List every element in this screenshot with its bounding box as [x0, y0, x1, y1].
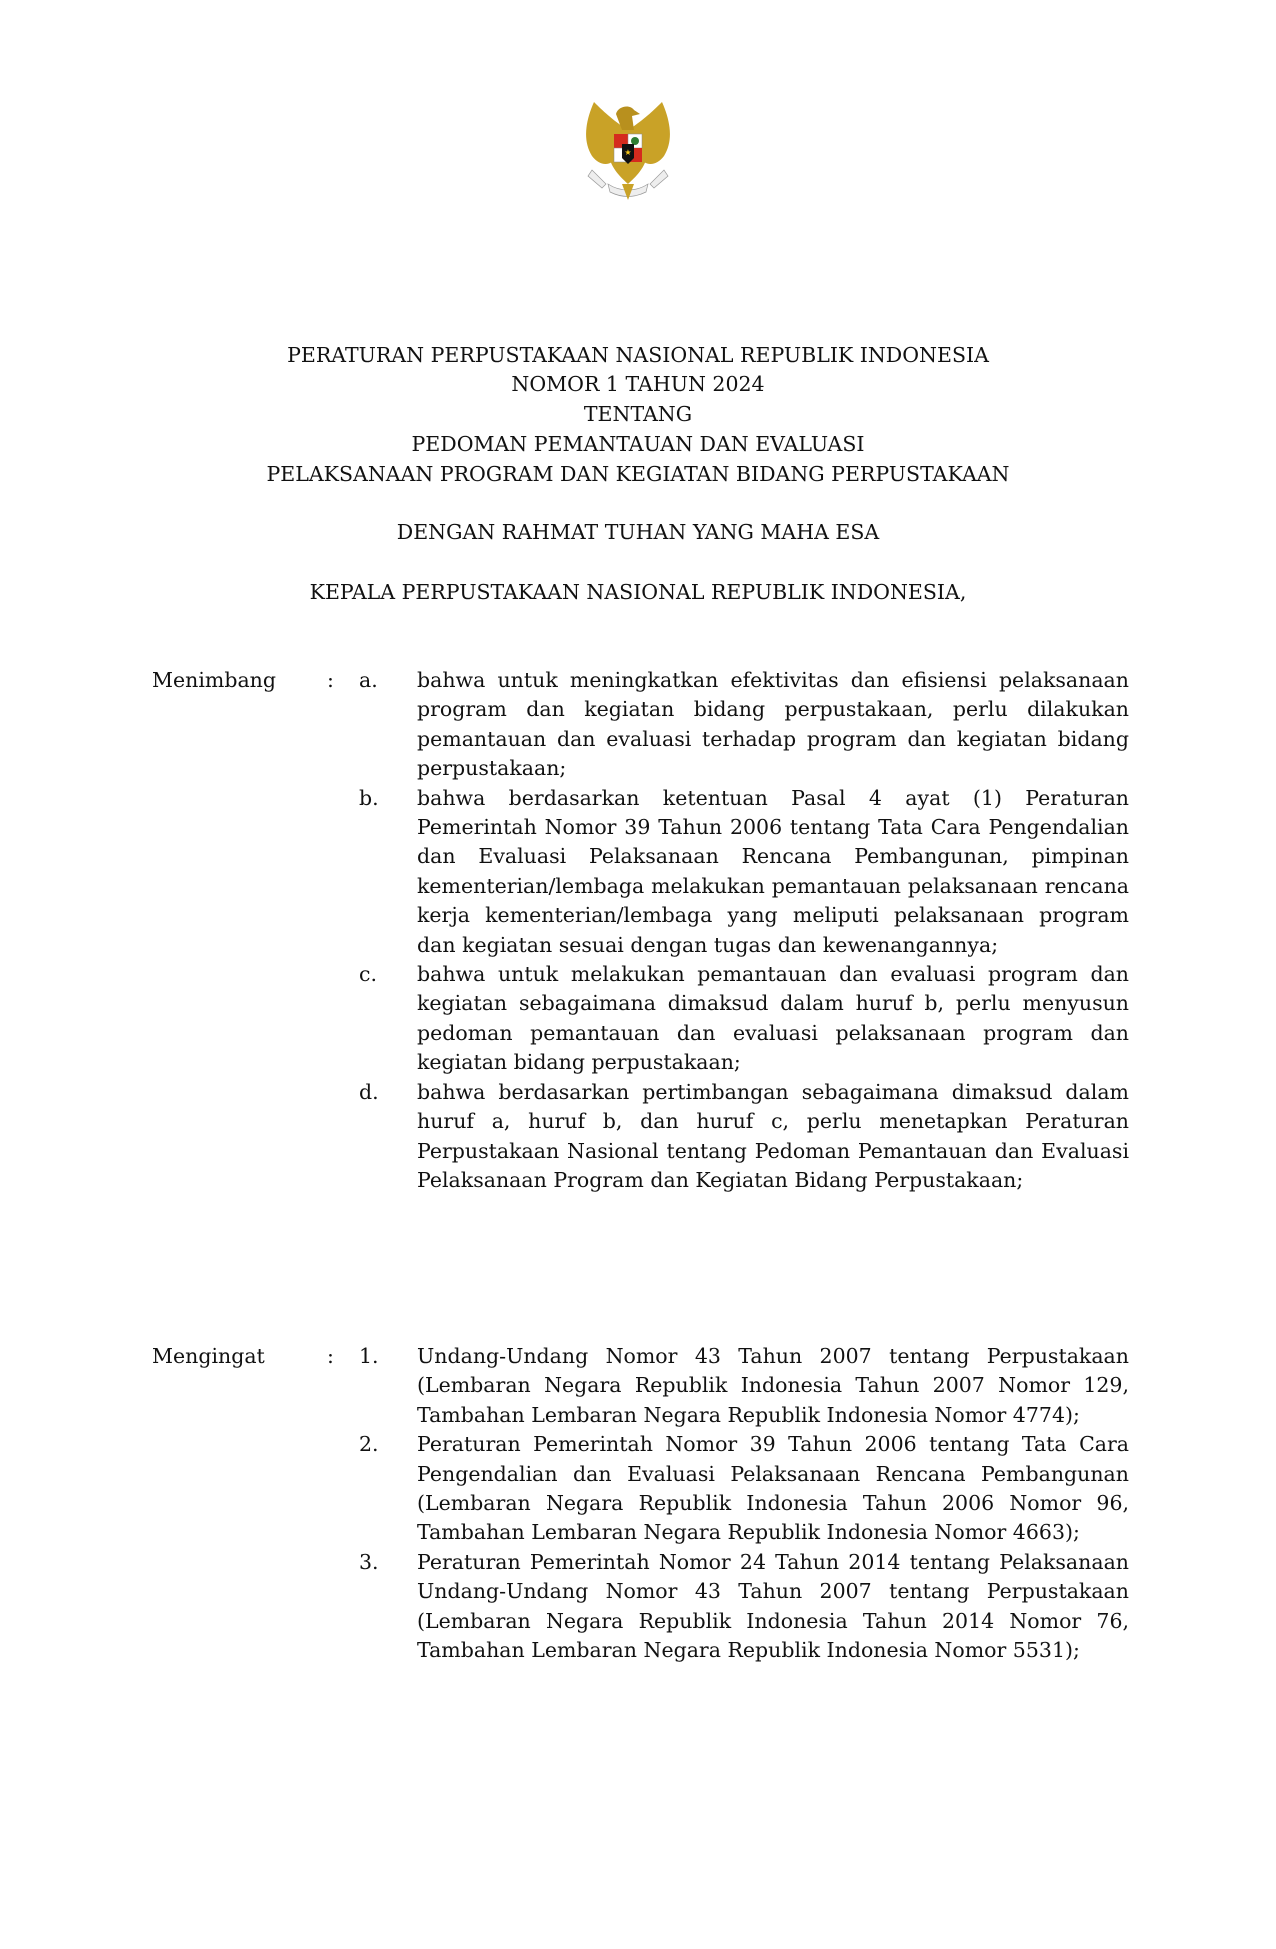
list-item	[0, 960, 1276, 1078]
item-text: Undang-Undang Nomor 43 Tahun 2007 tentang Perpustakaan (Lembaran Negara Republik Indonesia Tahun 2007 Nomor 129, Tambahan Lembaran Negara Republik Indonesia Nomor 4774);	[417, 1344, 1129, 1427]
item-marker: b.	[359, 785, 379, 810]
item-text: Peraturan Pemerintah Nomor 39 Tahun 2006 tentang Tata Cara Pengendalian dan Evaluasi Pelaksanaan Rencana Pembangunan (Lembaran Negara Republik Indonesia Tahun 2006 Nomor 96, Tambahan Lembaran Negara Republik Indonesia Nomor 4663);	[417, 1432, 1129, 1545]
list-item	[0, 784, 1276, 960]
title-subject-2: PELAKSANAAN PROGRAM DAN KEGIATAN BIDANG PERPUSTAKAAN	[266, 462, 1010, 486]
item-marker: 2.	[359, 1432, 379, 1457]
item-text: Peraturan Pemerintah Nomor 24 Tahun 2014 tentang Pelaksanaan Undang-Undang Nomor 43 Tahun 2007 tentang Perpustakaan (Lembaran Negara Republik Indonesia Tahun 2014 Nomor 76, Tambahan Lembaran Negara Republik Indonesia Nomor 5531);	[417, 1549, 1129, 1663]
item-text: bahwa berdasarkan pertimbangan sebagaimana dimaksud dalam huruf a, huruf b, dan huruf c, perlu menetapkan Peraturan Perpustakaan Nasional tentang Pedoman Pemantauan dan Evaluasi Pelaksanaan Program dan Kegiatan Bidang Perpustakaan;	[417, 1079, 1129, 1192]
title-tentang: TENTANG	[583, 402, 693, 426]
item-text: bahwa berdasarkan ketentuan Pasal 4 ayat (1) Peraturan Pemerintah Nomor 39 Tahun 2006 tentang Tata Cara Pengendalian dan Evaluasi Pelaksanaan Rencana Pembangunan, pimpinan kementerian/lembaga melakukan pemantauan pelaksanaan rencana kerja kementerian/lembaga yang meliputi pelaksanaan program dan kegiatan sesuai dengan tugas dan kewenangannya;	[417, 785, 1129, 957]
mengingat-section	[0, 1342, 1276, 1665]
list-item	[0, 1078, 1276, 1196]
item-marker: 1.	[359, 1344, 379, 1368]
menimbang-label: Menimbang	[152, 668, 276, 692]
item-marker: a.	[359, 668, 378, 692]
list-item	[0, 666, 1276, 784]
menimbang-colon: :	[327, 668, 334, 692]
item-marker: d.	[359, 1079, 379, 1104]
item-text: bahwa untuk meningkatkan efektivitas dan efisiensi pelaksanaan program dan kegiatan bidang perpustakaan, perlu dilakukan pemantauan dan evaluasi terhadap program dan kegiatan bidang perpustakaan;	[417, 668, 1129, 781]
title-number: NOMOR 1 TAHUN 2024	[511, 372, 765, 396]
list-item	[0, 1548, 1276, 1666]
menimbang-section	[0, 666, 1276, 1195]
title-line-1: PERATURAN PERPUSTAKAAN NASIONAL REPUBLIK INDONESIA	[287, 343, 989, 367]
list-item	[0, 1342, 1276, 1430]
item-marker: c.	[359, 962, 377, 987]
mengingat-label: Mengingat	[152, 1344, 265, 1368]
title-subject-1: PEDOMAN PEMANTAUAN DAN EVALUASI	[411, 432, 865, 456]
mengingat-colon: :	[327, 1344, 334, 1368]
item-marker: 3.	[359, 1549, 379, 1574]
invocation: DENGAN RAHMAT TUHAN YANG MAHA ESA	[396, 520, 880, 544]
list-item	[0, 1430, 1276, 1548]
item-text: bahwa untuk melakukan pemantauan dan evaluasi program dan kegiatan sebagaimana dimaksud dalam huruf b, perlu menyusun pedoman pemantauan dan evaluasi pelaksanaan program dan kegiatan bidang perpustakaan;	[417, 962, 1129, 1075]
svg-text:★: ★	[624, 148, 632, 157]
issuer: KEPALA PERPUSTAKAAN NASIONAL REPUBLIK INDONESIA,	[309, 580, 967, 604]
garuda-emblem-icon	[572, 100, 684, 206]
